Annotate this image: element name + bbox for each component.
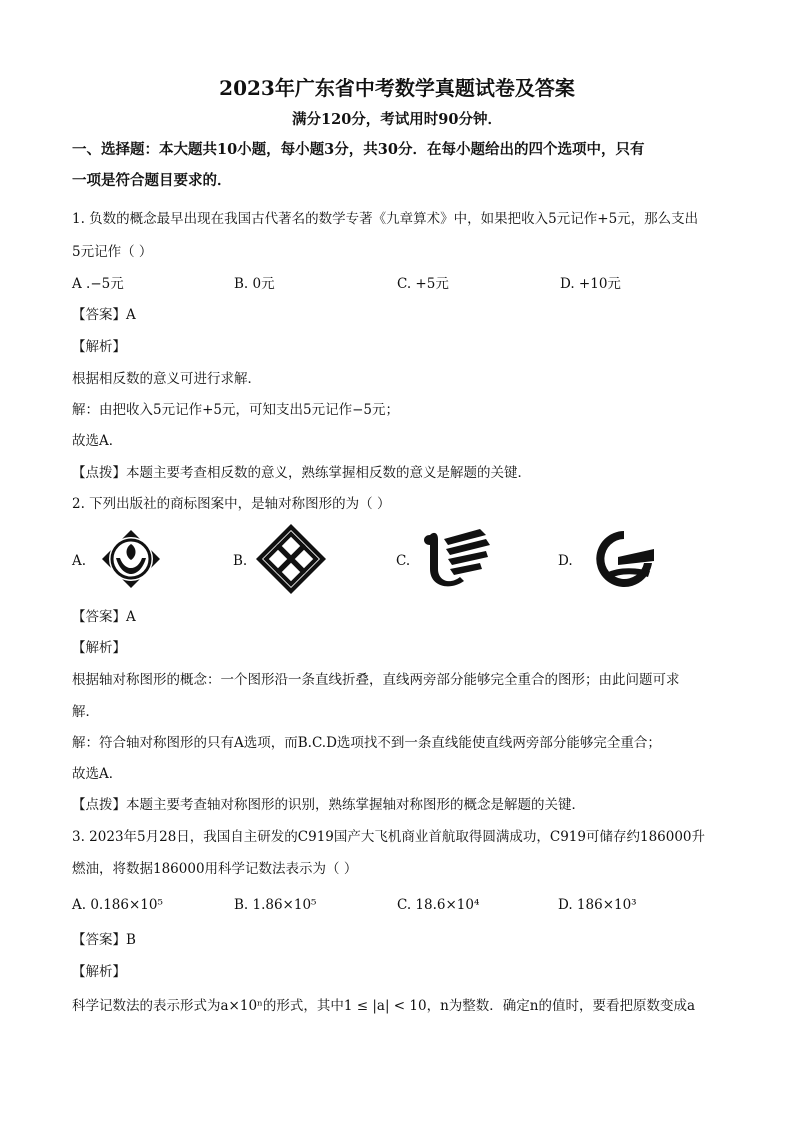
cupped-hands-leaf-logo-icon [100, 528, 162, 590]
section-heading-line1: 一、选择题：本大题共10小题，每小题3分，共30分．在每小题给出的四个选项中，只有 [72, 141, 645, 158]
q1-choose: 故选A． [72, 433, 123, 449]
q3-stem-line1: 3. 2023年5月28日，我国自主研发的C919国产大飞机商业首航取得圆满成功，C919可储存约186000升 [72, 829, 706, 845]
q2-analysis-line2: 解． [72, 704, 99, 720]
q3-option-c: C. 18.6×10⁴ [397, 897, 480, 913]
q2-solution: 解：符合轴对称图形的只有A选项，而B.C.D选项找不到一条直线能使直线两旁部分能够完全重合； [72, 735, 661, 751]
q1-stem-line2: 5元记作（ ） [72, 244, 153, 260]
q2-option-a-label: A. [72, 553, 87, 569]
section-heading-line2: 一项是符合题目要求的． [72, 172, 232, 189]
q1-option-c: C. +5元 [397, 276, 449, 292]
q3-stem-line2: 燃油，将数据186000用科学记数法表示为（ ） [72, 861, 358, 877]
page-subtitle: 满分120分，考试用时90分钟． [292, 111, 502, 128]
q3-answer: 【答案】B [72, 932, 136, 948]
q1-option-d: D. +10元 [560, 276, 621, 292]
q2-option-d-label: D. [558, 553, 573, 569]
q1-stem-line1: 1. 负数的概念最早出现在我国古代著名的数学专著《九章算术》中，如果把收入5元记作+5元，那么支出 [72, 211, 699, 227]
q3-option-d: D. 186×10³ [558, 897, 637, 913]
q3-option-a: A. 0.186×10⁵ [72, 897, 163, 913]
q3-analysis-label: 【解析】 [72, 964, 126, 980]
q3-option-b: B. 1.86×10⁵ [234, 897, 317, 913]
q1-option-b: B. 0元 [234, 276, 275, 292]
q1-solution: 解：由把收入5元记作+5元，可知支出5元记作−5元； [72, 402, 399, 418]
q2-analysis-line1: 根据轴对称图形的概念：一个图形沿一条直线折叠，直线两旁部分能够完全重合的图形；由此问题可求 [72, 672, 680, 688]
q2-option-c-label: C. [396, 553, 411, 569]
q1-analysis: 根据相反数的意义可进行求解． [72, 371, 261, 387]
book-stack-swirl-logo-icon [420, 525, 492, 593]
q3-analysis: 科学记数法的表示形式为a×10ⁿ的形式，其中1 ≤ |a| < 10，n为整数．确定n的值时，要看把原数变成a [72, 998, 696, 1014]
q2-answer: 【答案】A [72, 609, 136, 625]
g-road-circle-logo-icon [588, 527, 660, 591]
nested-diamond-logo-icon [254, 522, 328, 596]
q1-answer: 【答案】A [72, 307, 136, 323]
page-title: 2023年广东省中考数学真题试卷及答案 [219, 76, 575, 100]
q2-comment: 【点拨】本题主要考查轴对称图形的识别，熟练掌握轴对称图形的概念是解题的关键． [72, 797, 585, 813]
q2-option-b-label: B. [233, 553, 248, 569]
q1-analysis-label: 【解析】 [72, 339, 126, 355]
q1-comment: 【点拨】本题主要考查相反数的意义，熟练掌握相反数的意义是解题的关键． [72, 465, 531, 481]
q1-option-a: A .−5元 [72, 276, 124, 292]
q2-stem: 2. 下列出版社的商标图案中，是轴对称图形的为（ ） [72, 496, 391, 512]
q2-choose: 故选A． [72, 766, 123, 782]
q2-analysis-label: 【解析】 [72, 640, 126, 656]
